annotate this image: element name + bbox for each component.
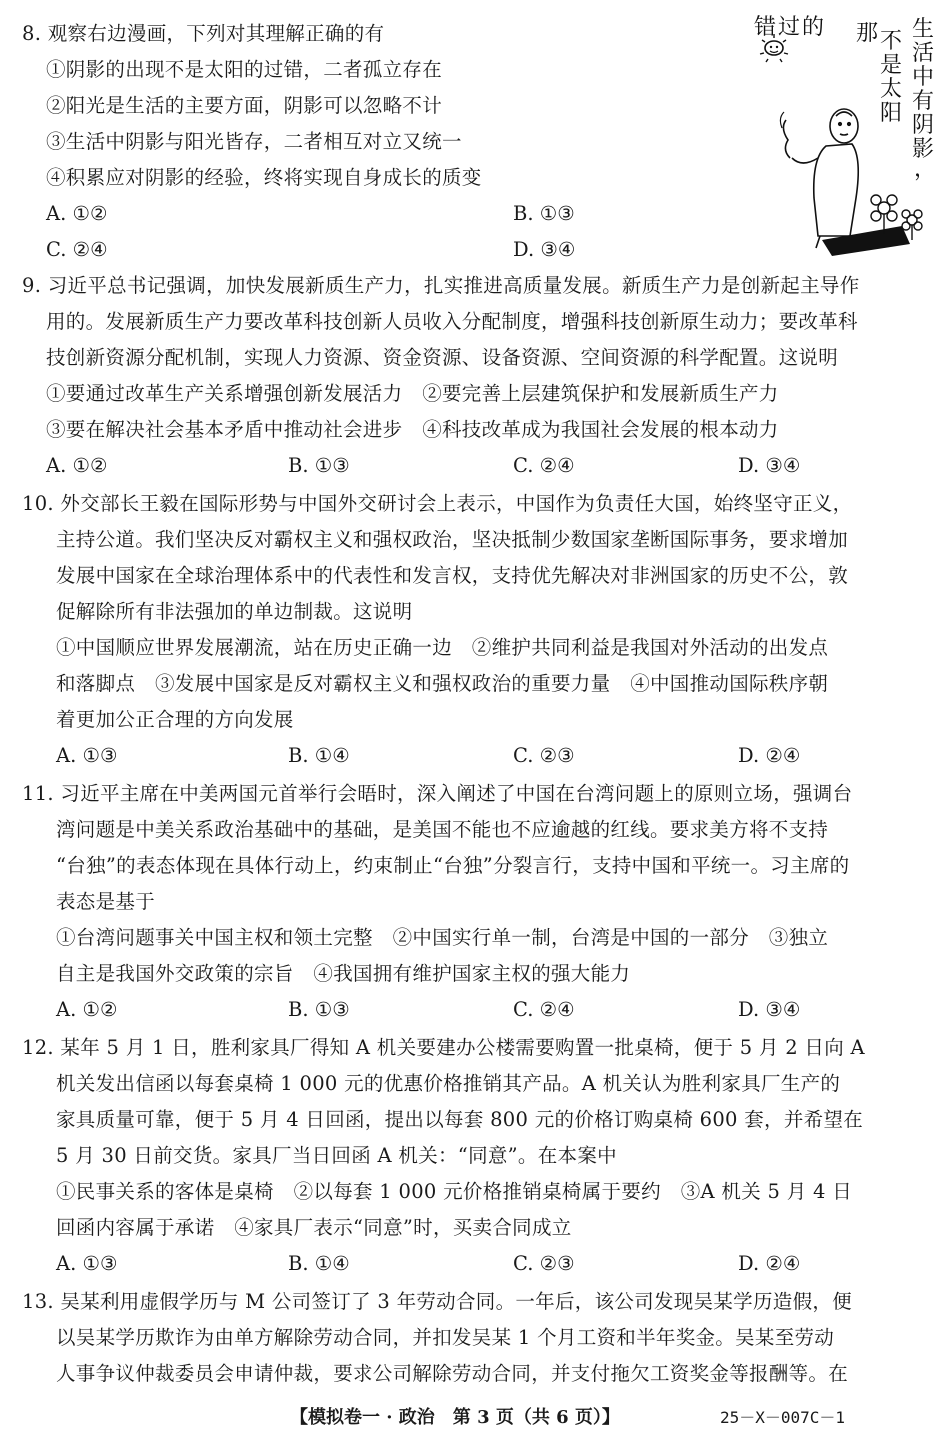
q8-item-3: ③生活中阴影与阳光皆存，二者相互对立又统一 <box>46 130 462 153</box>
q11-option-b: B. ①③ <box>288 998 350 1021</box>
q8-option-d: D. ③④ <box>513 238 576 261</box>
q9-option-a: A. ①② <box>46 454 108 477</box>
footer-page-label: 【模拟卷一 · 政治 第 3 页（共 6 页）】 <box>290 1407 620 1428</box>
q10-option-d: D. ②④ <box>738 744 801 767</box>
cap-mid-5: 阳 <box>880 101 903 126</box>
q12-option-b: B. ①④ <box>288 1252 350 1275</box>
q10-option-a: A. ①③ <box>56 744 118 767</box>
q10-line-3: 发展中国家在全球治理体系中的代表性和发言权，支持优先解决对非洲国家的历史不公，敦 <box>56 564 849 587</box>
q9-line-2: 用的。发展新质生产力要改革科技创新人员收入分配制度，增强科技创新原生动力；要改革科 <box>46 310 858 333</box>
q10-line-1: 10. 外交部长王毅在国际形势与中国外交研讨会上表示，中国作为负责任大国，始终坚守正义， <box>22 492 853 515</box>
q10-line-6: 和落脚点 ③发展中国家是反对霸权主义和强权政治的重要力量 ④中国推动国际秩序朝 <box>56 672 829 695</box>
q9-line-4: ①要通过改革生产关系增强创新发展活力 ②要完善上层建筑保护和发展新质生产力 <box>46 382 779 405</box>
footer-paper-code: 25－X－007C－1 <box>720 1408 846 1427</box>
q8-option-c: C. ②④ <box>46 238 108 261</box>
q12-line-2: 机关发出信函以每套桌椅 1 000 元的优惠价格推销其产品。A 机关认为胜利家具厂生产的 <box>56 1072 841 1095</box>
q12-line-1: 12. 某年 5 月 1 日，胜利家具厂得知 A 机关要建办公楼需要购置一批桌椅，便于 5 月 2 日向 A <box>22 1036 865 1059</box>
q10-option-c: C. ②③ <box>513 744 575 767</box>
q11-option-d: D. ③④ <box>738 998 801 1021</box>
q8-option-b: B. ①③ <box>513 202 575 225</box>
q11-option-c: C. ②④ <box>513 998 575 1021</box>
q9-line-5: ③要在解决社会基本矛盾中推动社会进步 ④科技改革成为我国社会发展的根本动力 <box>46 418 779 441</box>
q10-line-7: 着更加公正合理的方向发展 <box>56 708 294 731</box>
cartoon-illustration <box>752 8 944 258</box>
q10-line-2: 主持公道。我们坚决反对霸权主义和强权政治，坚决抵制少数国家垄断国际事务，要求增加 <box>56 528 849 551</box>
cartoon-caption-right <box>912 17 936 182</box>
q13-line-1: 13. 吴某利用虚假学历与 M 公司签订了 3 年劳动合同。一年后，该公司发现吴某学历造假，便 <box>22 1290 852 1313</box>
q9-line-1: 9. 习近平总书记强调，加快发展新质生产力，扎实推进高质量发展。新质生产力是创新起主导作 <box>22 274 860 297</box>
q12-option-d: D. ②④ <box>738 1252 801 1275</box>
cap-mid-1: 那 <box>856 21 879 46</box>
q13-line-2: 以吴某学历欺诈为由单方解除劳动合同，并扣发吴某 1 个月工资和半年奖金。吴某至劳动 <box>56 1326 835 1349</box>
q12-option-a: A. ①③ <box>56 1252 118 1275</box>
cap-mid-3: 是 <box>880 53 903 78</box>
q10-line-4: 促解除所有非法强加的单边制裁。这说明 <box>56 600 413 623</box>
q12-line-4: 5 月 30 日前交货。家具厂当日回函 A 机关：“同意”。在本案中 <box>56 1144 617 1167</box>
q8-item-1: ①阴影的出现不是太阳的过错，二者孤立存在 <box>46 58 443 81</box>
q11-line-3: “台独”的表态体现在具体行动上，约束制止“台独”分裂言行，支持中国和平统一。习主席的 <box>56 854 850 877</box>
q9-option-b: B. ①③ <box>288 454 350 477</box>
q11-line-5: ①台湾问题事关中国主权和领土完整 ②中国实行单一制，台湾是中国的一部分 ③独立 <box>56 926 829 949</box>
q10-line-5: ①中国顺应世界发展潮流，站在历史正确一边 ②维护共同利益是我国对外活动的出发点 <box>56 636 829 659</box>
q11-line-6: 自主是我国外交政策的宗旨 ④我国拥有维护国家主权的强大能力 <box>56 962 631 985</box>
cap-right-3: 中 <box>912 65 935 90</box>
q9-option-c: C. ②④ <box>513 454 575 477</box>
cap-right-6: 影 <box>912 137 935 162</box>
q9-line-3: 技创新资源分配机制，实现人力资源、资金资源、设备资源、空间资源的科学配置。这说明 <box>46 346 839 369</box>
q12-line-6: 回函内容属于承诺 ④家具厂表示“同意”时，买卖合同成立 <box>56 1216 572 1239</box>
cap-mid-2: 不 <box>880 29 903 54</box>
cap-right-2: 活 <box>912 41 935 66</box>
q9-option-d: D. ③④ <box>738 454 801 477</box>
q8-item-2: ②阳光是生活的主要方面，阴影可以忽略不计 <box>46 94 443 117</box>
cap-right-5: 阴 <box>912 113 935 138</box>
man-figure <box>780 109 858 248</box>
q12-line-5: ①民事关系的客体是桌椅 ②以每套 1 000 元价格推销桌椅属于要约 ③A 机关 5 月 4 日 <box>56 1180 853 1203</box>
q11-line-2: 湾问题是中美关系政治基础中的基础，是美国不能也不应逾越的红线。要求美方将不支持 <box>56 818 829 841</box>
q13-line-3: 人事争议仲裁委员会申请仲裁，要求公司解除劳动合同，并支付拖欠工资奖金等报酬等。在 <box>56 1362 849 1385</box>
q11-option-a: A. ①② <box>56 998 118 1021</box>
shadow-patch <box>822 226 910 256</box>
q10-option-b: B. ①④ <box>288 744 350 767</box>
q11-line-4: 表态是基于 <box>56 890 156 913</box>
q12-option-c: C. ②③ <box>513 1252 575 1275</box>
q11-line-1: 11. 习近平主席在中美两国元首举行会晤时，深入阐述了中国在台湾问题上的原则立场，强调台 <box>22 782 853 805</box>
cap-mid-4: 太 <box>880 77 903 102</box>
cartoon-caption-mid <box>856 21 902 126</box>
cartoon-caption-left <box>754 15 824 40</box>
cap-left-3: 的 <box>802 15 825 40</box>
q8-stem: 8. 观察右边漫画，下列对其理解正确的有 <box>22 22 385 45</box>
cap-right-1: 生 <box>912 17 935 42</box>
cap-left-1: 错 <box>754 15 777 40</box>
q8-item-4: ④积累应对阴影的经验，终将实现自身成长的质变 <box>46 166 482 189</box>
cap-left-2: 过 <box>778 15 801 40</box>
cap-right-7: ， <box>914 157 937 182</box>
cap-right-4: 有 <box>912 89 935 114</box>
q12-line-3: 家具质量可靠，便于 5 月 4 日回函，提出以每套 800 元的价格订购桌椅 600 套，并希望在 <box>56 1108 864 1131</box>
q8-option-a: A. ①② <box>46 202 108 225</box>
